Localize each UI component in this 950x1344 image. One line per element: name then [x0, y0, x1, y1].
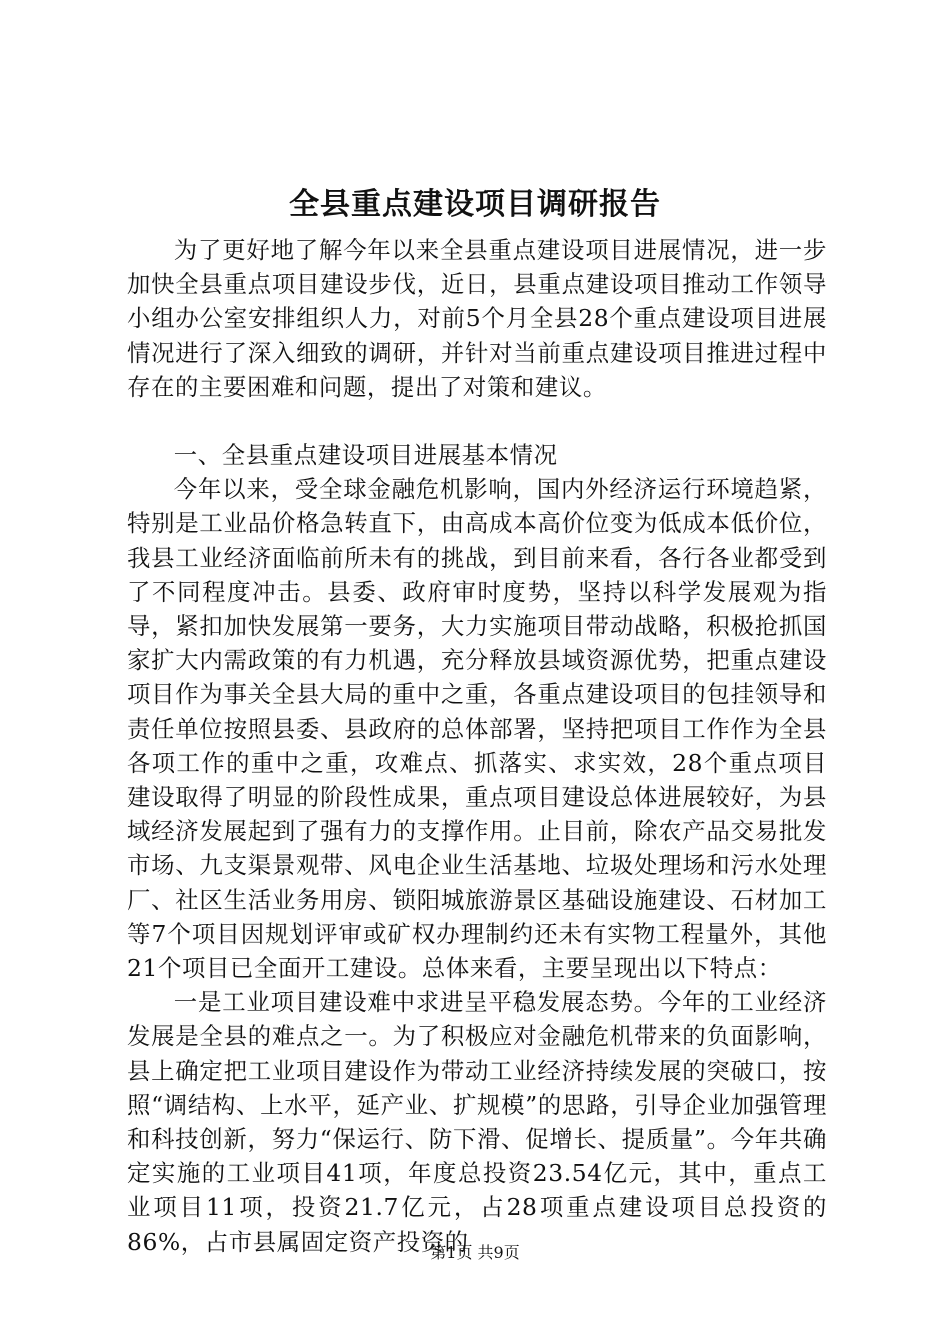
section-heading: 一、全县重点建设项目进展基本情况 [173, 441, 558, 470]
body-paragraph: 一是工业项目建设难中求进呈平稳发展态势。今年的工业经济发展是全县的难点之一。为了积极应对金融危机带来的负面影响，县上确定把工业项目建设作为带动工业经济持续发展的突破口，按照“调结构、上水平，延产业、扩规模”的思路，引导企业加强管理和科技创新，努力“保运行、防下滑、促增长、提质量”。今年共确定实施的工业项目41项，年度总投资23.54亿元，其中，重点工业项目11项，投资21.7亿元，占28项重点建设项目总投资的86%，占市县属固定资产投资的 [127, 988, 827, 1256]
intro-paragraph: 为了更好地了解今年以来全县重点建设项目进展情况，进一步加快全县重点项目建设步伐，近日，县重点建设项目推动工作领导小组办公室安排组织人力，对前5个月全县28个重点建设项目进展情况进行了深入细致的调研，并针对当前重点建设项目推进过程中存在的主要困难和问题，提出了对策和建议。 [127, 236, 827, 401]
page-title: 全县重点建设项目调研报告 [289, 187, 661, 222]
body-paragraph: 今年以来，受全球金融危机影响，国内外经济运行环境趋紧，特别是工业品价格急转直下，由高成本高价位变为低成本低价位，我县工业经济面临前所未有的挑战，到目前来看，各行各业都受到了不同程度冲击。县委、政府审时度势，坚持以科学发展观为指导，紧扣加快发展第一要务，大力实施项目带动战略，积极抢抓国家扩大内需政策的有力机遇，充分释放县域资源优势，把重点建设项目作为事关全县大局的重中之重，各重点建设项目的包挂领导和责任单位按照县委、县政府的总体部署，坚持把项目工作作为全县各项工作的重中之重，攻难点、抓落实、求实效，28个重点项目建设取得了明显的阶段性成果，重点项目建设总体进展较好，为县域经济发展起到了强有力的支撑作用。止目前，除农产品交易批发市场、九支渠景观带、风电企业生活基地、垃圾处理场和污水处理厂、社区生活业务用房、锁阳城旅游景区基础设施建设、石材加工等7个项目因规划评审或矿权办理制约还未有实物工程量外，其他21个项目已全面开工建设。总体来看，主要呈现出以下特点： [127, 475, 827, 983]
document-body [127, 233, 827, 1259]
page-number-footer: 第1页 共9页 [430, 1243, 520, 1262]
